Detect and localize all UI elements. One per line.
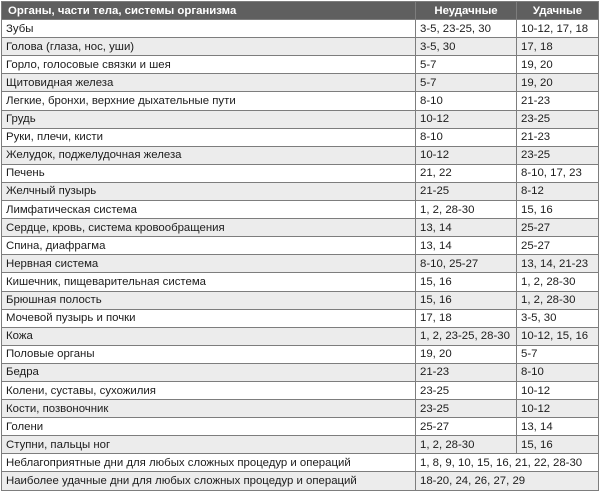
table-row	[2, 255, 599, 273]
table-summary-row	[2, 454, 599, 472]
favorable-days-cell: 15, 16	[517, 201, 599, 219]
favorable-days-cell: 1, 2, 28-30	[517, 291, 599, 309]
organ-cell: Сердце, кровь, система кровообращения	[2, 219, 416, 237]
organ-cell: Щитовидная железа	[2, 74, 416, 92]
unfavorable-days-cell: 23-25	[416, 381, 517, 399]
table-row	[2, 201, 599, 219]
organ-cell: Мочевой пузырь и почки	[2, 309, 416, 327]
table-row	[2, 345, 599, 363]
unfavorable-days-cell: 15, 16	[416, 273, 517, 291]
summary-days-cell: 18-20, 24, 26, 27, 29	[416, 472, 599, 490]
favorable-days-cell: 23-25	[517, 146, 599, 164]
organ-cell: Нервная система	[2, 255, 416, 273]
table-row	[2, 74, 599, 92]
unfavorable-days-cell: 8-10	[416, 128, 517, 146]
table-row	[2, 219, 599, 237]
unfavorable-days-cell: 10-12	[416, 110, 517, 128]
favorable-days-cell: 8-10	[517, 363, 599, 381]
organ-cell: Бедра	[2, 363, 416, 381]
organ-cell: Половые органы	[2, 345, 416, 363]
unfavorable-days-cell: 3-5, 23-25, 30	[416, 20, 517, 38]
table-row	[2, 291, 599, 309]
table-row	[2, 38, 599, 56]
organ-cell: Легкие, бронхи, верхние дыхательные пути	[2, 92, 416, 110]
table-row	[2, 363, 599, 381]
favorable-days-cell: 25-27	[517, 219, 599, 237]
table-row	[2, 436, 599, 454]
table-row	[2, 92, 599, 110]
organ-cell: Лимфатическая система	[2, 201, 416, 219]
table-row	[2, 56, 599, 74]
favorable-days-cell: 13, 14	[517, 418, 599, 436]
organ-cell: Кишечник, пищеварительная система	[2, 273, 416, 291]
favorable-days-cell: 10-12	[517, 381, 599, 399]
unfavorable-days-cell: 13, 14	[416, 237, 517, 255]
favorable-days-cell: 23-25	[517, 110, 599, 128]
favorable-days-cell: 17, 18	[517, 38, 599, 56]
favorable-days-cell: 1, 2, 28-30	[517, 273, 599, 291]
header-favorable: Удачные	[517, 2, 599, 20]
unfavorable-days-cell: 21-23	[416, 363, 517, 381]
summary-label-cell: Наиболее удачные дни для любых сложных процедур и операций	[2, 472, 416, 490]
table-summary-row	[2, 472, 599, 490]
favorable-days-cell: 10-12	[517, 400, 599, 418]
favorable-days-cell: 19, 20	[517, 56, 599, 74]
unfavorable-days-cell: 8-10	[416, 92, 517, 110]
table-row	[2, 327, 599, 345]
favorable-days-cell: 21-23	[517, 128, 599, 146]
favorable-days-cell: 21-23	[517, 92, 599, 110]
header-unfavorable: Неудачные	[416, 2, 517, 20]
table-row	[2, 164, 599, 182]
unfavorable-days-cell: 13, 14	[416, 219, 517, 237]
unfavorable-days-cell: 10-12	[416, 146, 517, 164]
unfavorable-days-cell: 1, 2, 28-30	[416, 201, 517, 219]
unfavorable-days-cell: 1, 2, 23-25, 28-30	[416, 327, 517, 345]
favorable-days-cell: 13, 14, 21-23	[517, 255, 599, 273]
table-row	[2, 128, 599, 146]
unfavorable-days-cell: 17, 18	[416, 309, 517, 327]
organ-cell: Ступни, пальцы ног	[2, 436, 416, 454]
table-row	[2, 309, 599, 327]
table-row	[2, 273, 599, 291]
header-organs: Органы, части тела, системы организма	[2, 2, 416, 20]
unfavorable-days-cell: 3-5, 30	[416, 38, 517, 56]
table-row	[2, 182, 599, 200]
organ-cell: Колени, суставы, сухожилия	[2, 381, 416, 399]
table-row	[2, 110, 599, 128]
unfavorable-days-cell: 5-7	[416, 74, 517, 92]
unfavorable-days-cell: 21, 22	[416, 164, 517, 182]
favorable-days-cell: 10-12, 17, 18	[517, 20, 599, 38]
unfavorable-days-cell: 19, 20	[416, 345, 517, 363]
astro-organs-table	[1, 1, 599, 491]
table-row	[2, 146, 599, 164]
favorable-days-cell: 3-5, 30	[517, 309, 599, 327]
table-row	[2, 381, 599, 399]
organ-cell: Горло, голосовые связки и шея	[2, 56, 416, 74]
organ-cell: Кожа	[2, 327, 416, 345]
table-header-row	[2, 2, 599, 20]
table-body	[2, 20, 599, 490]
table-row	[2, 237, 599, 255]
favorable-days-cell: 15, 16	[517, 436, 599, 454]
unfavorable-days-cell: 1, 2, 28-30	[416, 436, 517, 454]
unfavorable-days-cell: 5-7	[416, 56, 517, 74]
organ-cell: Зубы	[2, 20, 416, 38]
table-row	[2, 20, 599, 38]
table-row	[2, 400, 599, 418]
favorable-days-cell: 8-10, 17, 23	[517, 164, 599, 182]
unfavorable-days-cell: 25-27	[416, 418, 517, 436]
favorable-days-cell: 8-12	[517, 182, 599, 200]
summary-days-cell: 1, 8, 9, 10, 15, 16, 21, 22, 28-30	[416, 454, 599, 472]
organ-cell: Желудок, поджелудочная железа	[2, 146, 416, 164]
organ-cell: Кости, позвоночник	[2, 400, 416, 418]
organ-cell: Голени	[2, 418, 416, 436]
unfavorable-days-cell: 8-10, 25-27	[416, 255, 517, 273]
favorable-days-cell: 25-27	[517, 237, 599, 255]
favorable-days-cell: 5-7	[517, 345, 599, 363]
organ-cell: Желчный пузырь	[2, 182, 416, 200]
organ-cell: Голова (глаза, нос, уши)	[2, 38, 416, 56]
favorable-days-cell: 10-12, 15, 16	[517, 327, 599, 345]
favorable-days-cell: 19, 20	[517, 74, 599, 92]
unfavorable-days-cell: 23-25	[416, 400, 517, 418]
organ-cell: Спина, диафрагма	[2, 237, 416, 255]
table-row	[2, 418, 599, 436]
unfavorable-days-cell: 21-25	[416, 182, 517, 200]
organ-cell: Брюшная полость	[2, 291, 416, 309]
unfavorable-days-cell: 15, 16	[416, 291, 517, 309]
organ-cell: Грудь	[2, 110, 416, 128]
organ-cell: Печень	[2, 164, 416, 182]
summary-label-cell: Неблагоприятные дни для любых сложных процедур и операций	[2, 454, 416, 472]
organ-cell: Руки, плечи, кисти	[2, 128, 416, 146]
